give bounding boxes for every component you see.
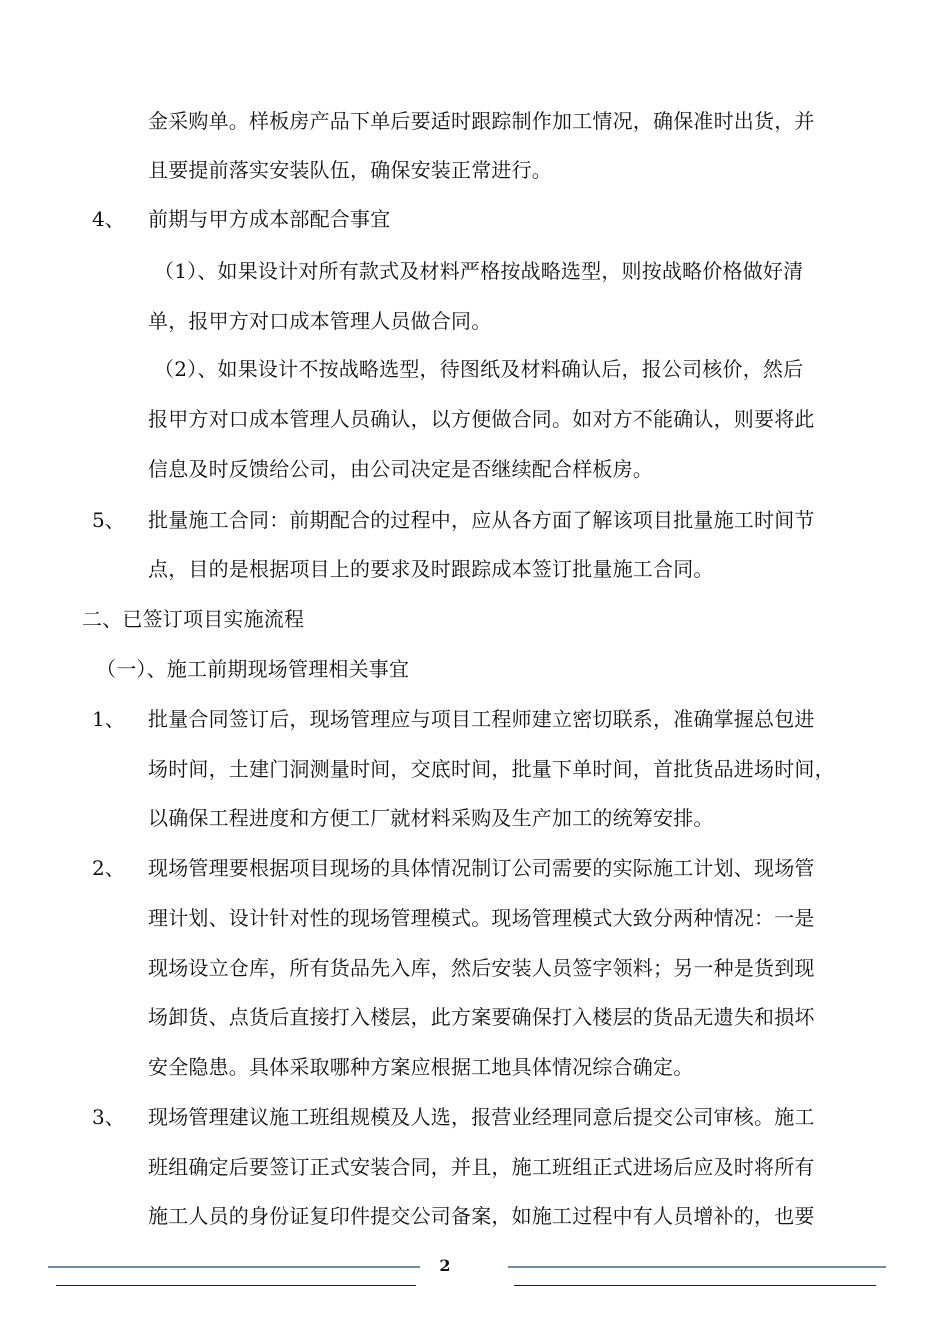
text-line: （2）、如果设计不按战略选型，待图纸及材料确认后，报公司核价，然后 — [154, 357, 804, 381]
text-line: 班组确定后要签订正式安装合同，并且，施工班组正式进场后应及时将所有 — [148, 1155, 815, 1179]
text-line: 以确保工程进度和方便工厂就材料采购及生产加工的统筹安排。 — [148, 806, 714, 830]
text-line: 现场管理要根据项目现场的具体情况制订公司需要的实际施工计划、现场管 — [148, 856, 815, 880]
text-line: 金采购单。样板房产品下单后要适时跟踪制作加工情况，确保准时出货，并 — [148, 109, 815, 133]
text-line: 批量合同签订后，现场管理应与项目工程师建立密切联系，准确掌握总包进 — [148, 707, 815, 731]
item-number: 4、 — [92, 207, 125, 231]
text-line: 现场设立仓库，所有货品先入库，然后安装人员签字领料；另一种是货到现 — [148, 956, 815, 980]
item-heading: 前期与甲方成本部配合事宜 — [148, 207, 391, 231]
text-line: 理计划、设计针对性的现场管理模式。现场管理模式大致分两种情况：一是 — [148, 906, 815, 930]
section-heading: 二、已签订项目实施流程 — [82, 607, 305, 631]
text-line: （1）、如果设计对所有款式及材料严格按战略选型，则按战略价格做好清 — [154, 259, 804, 283]
item-number: 1、 — [92, 707, 125, 731]
subsection-heading: （一）、施工前期现场管理相关事宜 — [96, 657, 410, 681]
item-number: 3、 — [92, 1105, 125, 1129]
text-line: 场时间，土建门洞测量时间，交底时间，批量下单时间，首批货品进场时间， — [148, 757, 835, 781]
text-line: 点，目的是根据项目上的要求及时跟踪成本签订批量施工合同。 — [148, 557, 714, 581]
item-number: 2、 — [92, 856, 125, 880]
text-line: 且要提前落实安装队伍，确保安装正常进行。 — [148, 158, 552, 182]
footer-rule-left-top — [48, 1266, 420, 1268]
footer-rule-right-top — [508, 1266, 886, 1268]
text-line: 批量施工合同：前期配合的过程中，应从各方面了解该项目批量施工时间节 — [148, 508, 815, 532]
text-line: 单，报甲方对口成本管理人员做合同。 — [148, 309, 492, 333]
item-number: 5、 — [92, 508, 125, 532]
text-line: 施工人员的身份证复印件提交公司备案，如施工过程中有人员增补的，也要 — [148, 1204, 815, 1228]
footer-rule-left-bottom — [56, 1285, 416, 1286]
footer-rule-right-bottom — [514, 1285, 876, 1286]
text-line: 信息及时反馈给公司，由公司决定是否继续配合样板房。 — [148, 457, 653, 481]
text-line: 安全隐患。具体采取哪种方案应根据工地具体情况综合确定。 — [148, 1055, 694, 1079]
text-line: 场卸货、点货后直接打入楼层，此方案要确保打入楼层的货品无遗失和损坏 — [148, 1005, 815, 1029]
text-line: 现场管理建议施工班组规模及人选，报营业经理同意后提交公司审核。施工 — [148, 1105, 815, 1129]
page-number: 2 — [439, 1256, 451, 1275]
text-line: 报甲方对口成本管理人员确认，以方便做合同。如对方不能确认，则要将此 — [148, 407, 815, 431]
